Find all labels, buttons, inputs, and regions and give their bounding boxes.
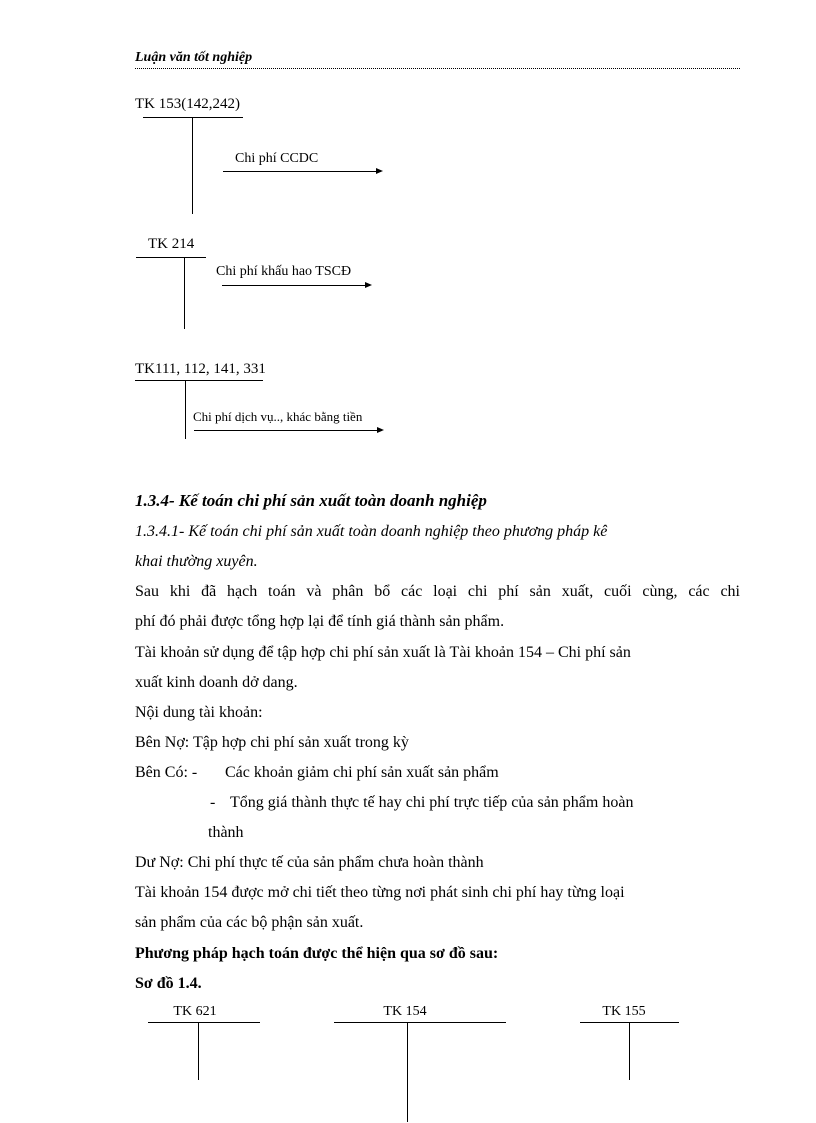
credit-side-dash: - — [210, 794, 216, 811]
header-divider — [135, 68, 740, 69]
section-heading: 1.3.4- Kế toán chi phí sản xuất toàn doanh nghiệp — [135, 491, 487, 510]
credit-side-prefix: Bên Có: - — [135, 764, 198, 781]
t-account-2-label: TK 214 — [148, 236, 195, 252]
t-account-2-vertical-line — [184, 257, 185, 329]
paragraph-1-line1: Sau khi đã hạch toán và phân bổ các loại chi phí sản xuất, cuối cùng, các chi — [135, 583, 740, 600]
paragraph-3: Nội dung tài khoản: — [135, 704, 263, 721]
t-account-155-label: TK 155 — [602, 1004, 646, 1019]
method-heading: Phương pháp hạch toán được thể hiện qua sơ đồ sau: — [135, 945, 499, 962]
t-account-1-top-line — [143, 117, 243, 118]
t-account-2-flow-label: Chi phí khấu hao TSCĐ — [216, 264, 352, 279]
subsection-heading-line2: khai thường xuyên. — [135, 553, 258, 570]
t-account-3-top-line — [135, 380, 263, 381]
t-account-155-vertical-line — [629, 1022, 630, 1080]
t-account-1-label: TK 153(142,242) — [135, 96, 240, 112]
credit-side-line1 — [135, 758, 740, 788]
paragraph-8-line1: Tài khoản 154 được mở chi tiết theo từng nơi phát sinh chi phí hay từng loại — [135, 884, 625, 901]
page-header-title: Luận văn tốt nghiệp — [135, 50, 253, 65]
t-account-3-vertical-line — [185, 380, 186, 439]
t-account-1-vertical-line — [192, 117, 193, 214]
t-account-2-flow-arrow — [222, 285, 370, 286]
subsection-heading-line1: 1.3.4.1- Kế toán chi phí sản xuất toàn doanh nghiệp theo phương pháp kê — [135, 523, 608, 540]
credit-side-item-1: Các khoản giảm chi phí sản xuất sản phẩm — [225, 764, 499, 781]
paragraph-2-line2: xuất kinh doanh dở dang. — [135, 674, 298, 691]
t-account-154-vertical-line — [407, 1022, 408, 1122]
t-account-621-top-line — [148, 1022, 260, 1023]
t-account-3-label: TK111, 112, 141, 331 — [135, 361, 266, 377]
t-account-2-top-line — [136, 257, 206, 258]
credit-side-item-2: Tổng giá thành thực tế hay chi phí trực tiếp của sản phẩm hoàn — [230, 794, 634, 811]
paragraph-1-line2: phí đó phải được tổng hợp lại để tính giá thành sản phẩm. — [135, 613, 505, 630]
t-account-621-vertical-line — [198, 1022, 199, 1080]
credit-side-item-2-cont: thành — [208, 824, 244, 841]
t-account-154-label: TK 154 — [383, 1004, 427, 1019]
t-account-154-top-line — [334, 1022, 506, 1023]
paragraph-2-line1: Tài khoản sử dụng để tập hợp chi phí sản xuất là Tài khoản 154 – Chi phí sản — [135, 644, 631, 661]
t-account-621-label: TK 621 — [173, 1004, 217, 1019]
paragraph-8-line2: sản phẩm của các bộ phận sản xuất. — [135, 914, 364, 931]
t-account-3-flow-label: Chi phí dịch vụ.., khác bằng tiền — [193, 409, 363, 424]
diagram-caption: Sơ đồ 1.4. — [135, 975, 202, 992]
t-account-3-flow-arrow — [194, 430, 382, 431]
t-account-1-flow-label: Chi phí CCDC — [235, 151, 319, 166]
debit-side-text: Bên Nợ: Tập hợp chi phí sản xuất trong kỳ — [135, 734, 409, 751]
debit-balance-text: Dư Nợ: Chi phí thực tế của sản phẩm chưa hoàn thành — [135, 854, 484, 871]
t-account-1-flow-arrow — [223, 171, 381, 172]
